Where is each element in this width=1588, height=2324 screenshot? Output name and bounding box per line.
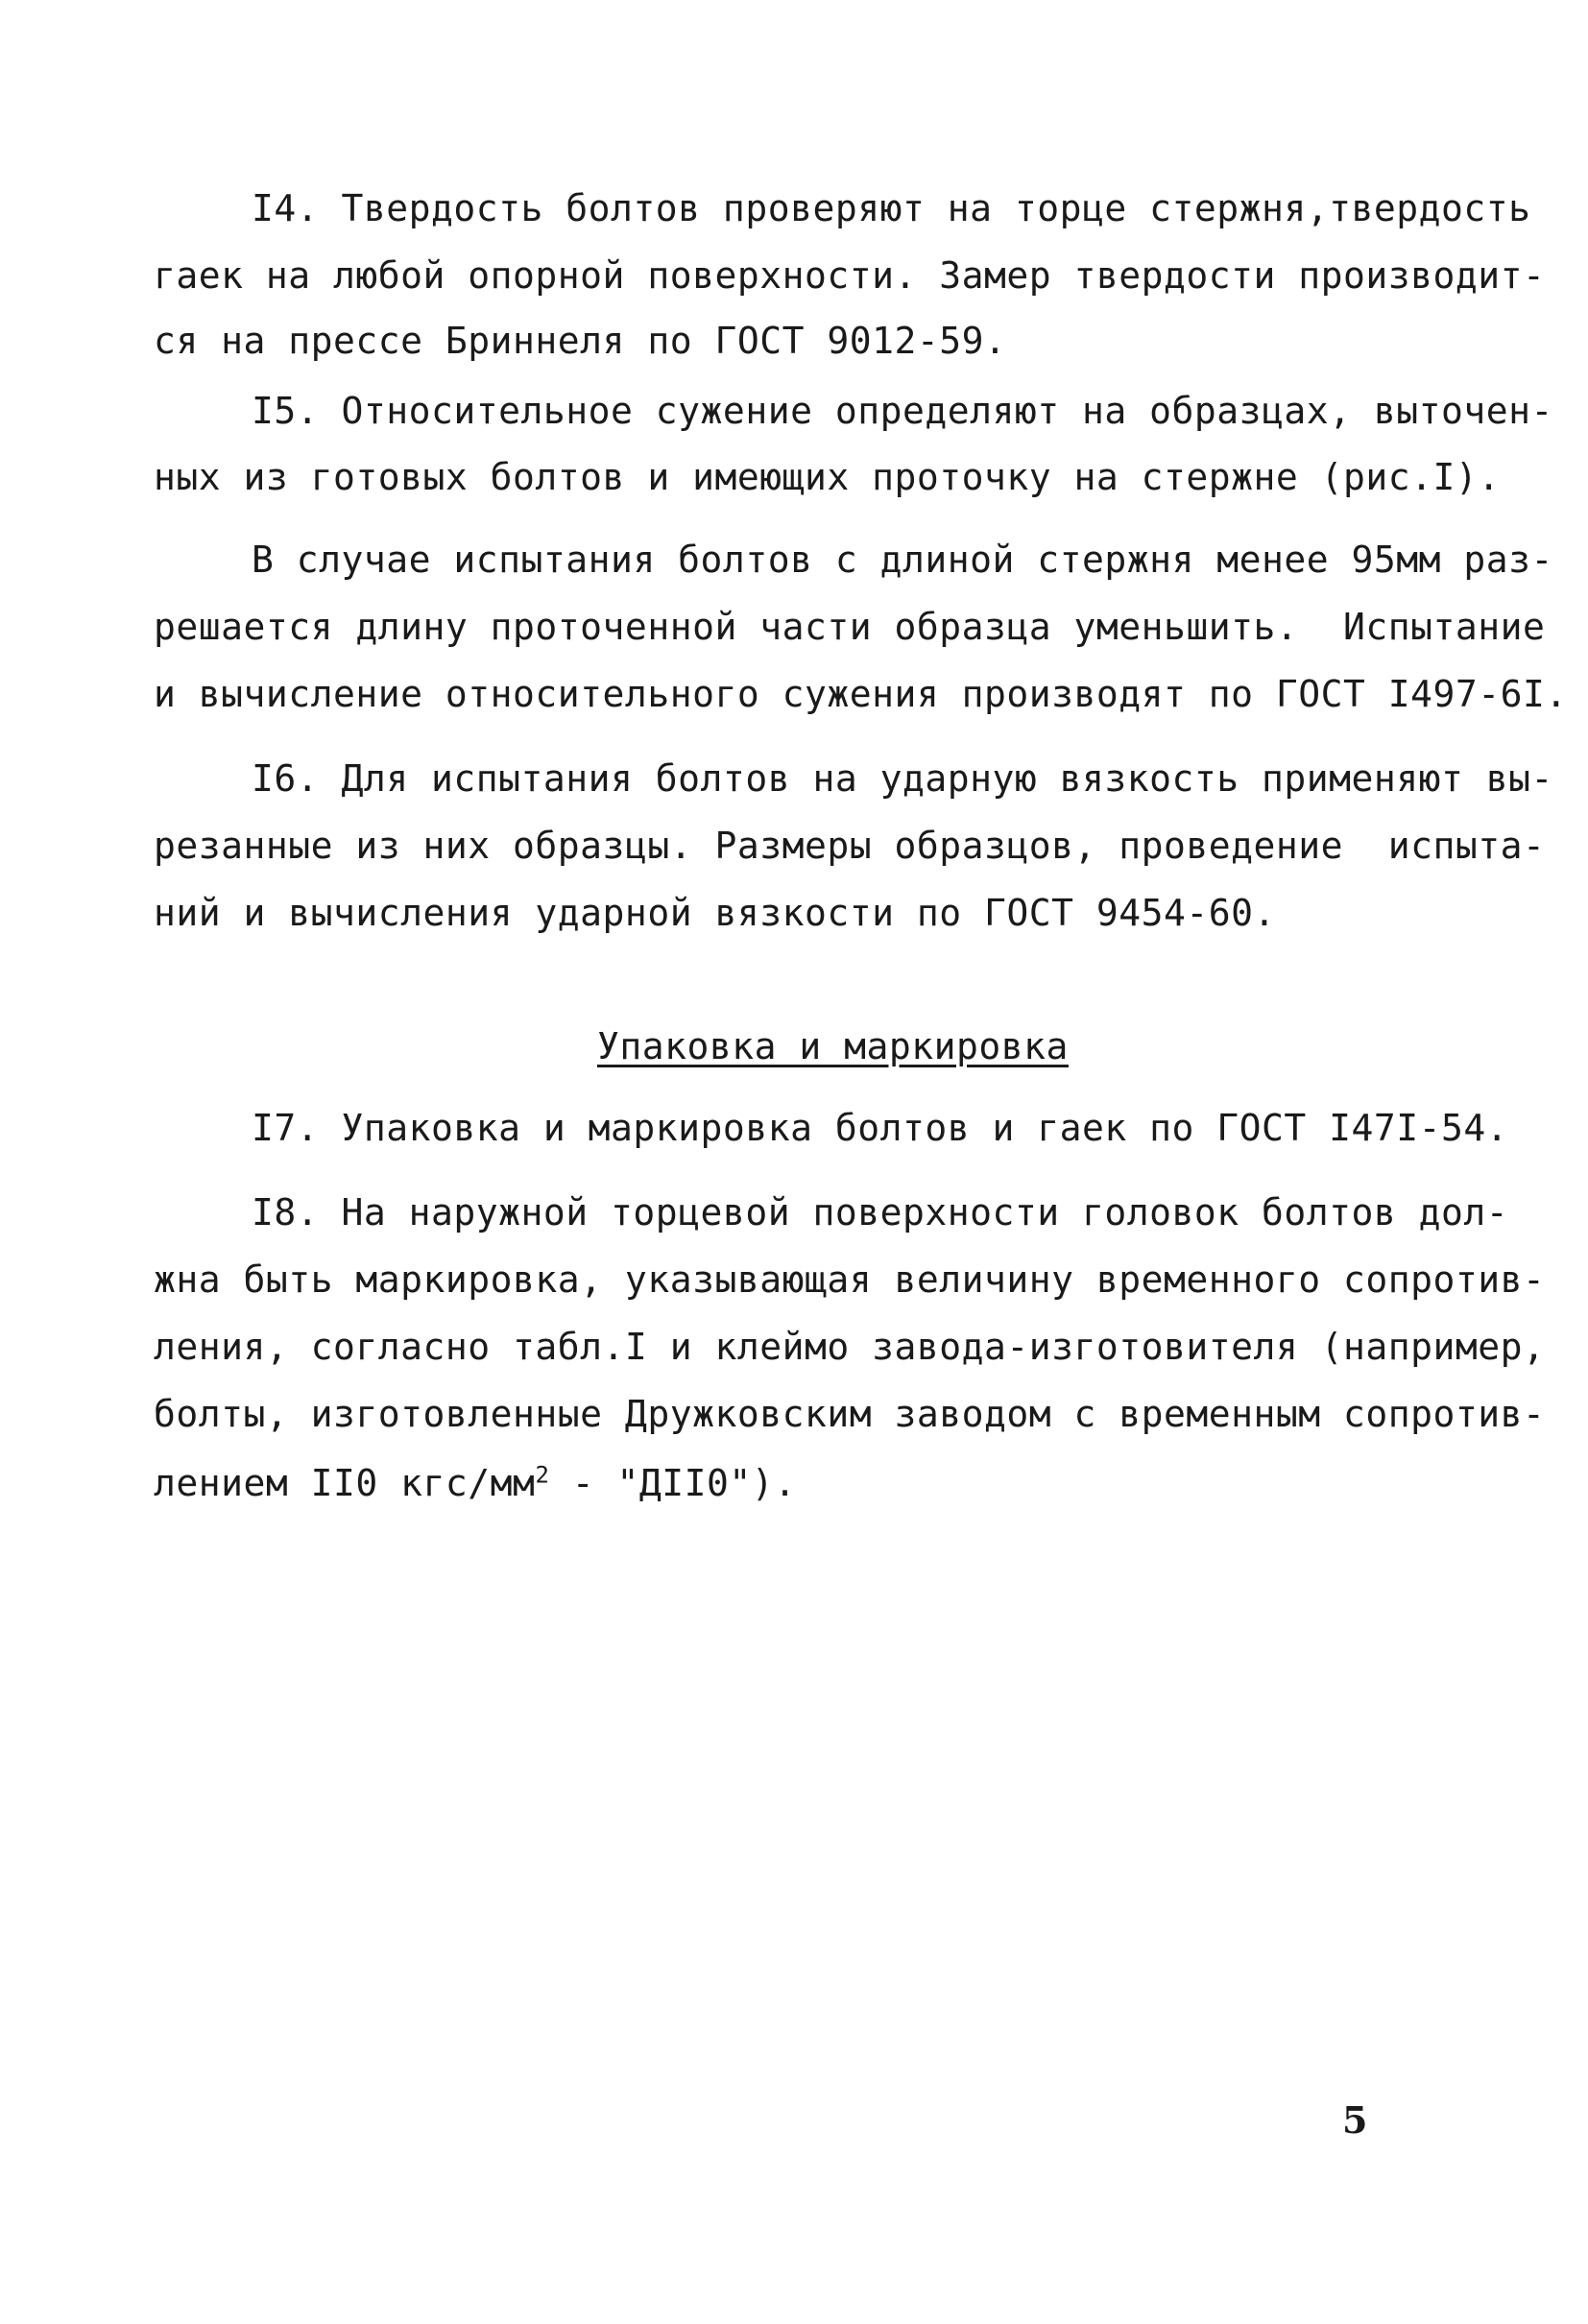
paragraph-18-line-5-end: - "ДII0"). [549,1462,797,1504]
paragraph-15-line-1: I5. Относительное сужение определяют на образцах, выточен- [252,390,1553,432]
paragraph-18-line-4: болты, изготовленные Дружковским заводом с временным сопротив- [154,1393,1546,1435]
section-heading: Упаковка и маркировка [597,1025,1069,1067]
paragraph-15-line-2: ных из готовых болтов и имеющих проточку на стержне (рис.I). [154,456,1501,498]
paragraph-15b-line-3: и вычисление относительного сужения производят по ГОСТ I497-6I. [154,673,1568,715]
paragraph-17-line-1: I7. Упаковка и маркировка болтов и гаек по ГОСТ I47I-54. [252,1107,1509,1149]
paragraph-14-line-2: гаек на любой опорной поверхности. Замер твердости производит- [154,254,1546,297]
paragraph-18-line-1: I8. На наружной торцевой поверхности головок болтов дол- [252,1191,1509,1234]
page-number: 5 [1342,2098,1368,2142]
paragraph-18-line-2: жна быть маркировка, указывающая величину временного сопротив- [154,1258,1546,1301]
paragraph-18-line-5 [154,1461,797,1505]
paragraph-15b-line-1: В случае испытания болтов с длиной стержня менее 95мм раз- [252,539,1553,581]
paragraph-14-line-3: ся на прессе Бриннеля по ГОСТ 9012-59. [154,320,1007,362]
paragraph-15b-line-2: решается длину проточенной части образца уменьшить. Испытание [154,606,1546,648]
paragraph-18-line-3: ления, согласно табл.I и клеймо завода-изготовителя (например, [154,1326,1546,1368]
paragraph-16-line-1: I6. Для испытания болтов на ударную вязкость применяют вы- [252,757,1553,800]
paragraph-18-line-5-text: лением II0 кгс/мм [154,1462,536,1504]
paragraph-16-line-3: ний и вычисления ударной вязкости по ГОСТ 9454-60. [154,892,1276,934]
paragraph-16-line-2: резанные из них образцы. Размеры образцов, проведение испыта- [154,825,1546,867]
superscript-2: 2 [535,1461,550,1489]
paragraph-14-line-1: I4. Твердость болтов проверяют на торце стержня,твердость [252,187,1531,229]
